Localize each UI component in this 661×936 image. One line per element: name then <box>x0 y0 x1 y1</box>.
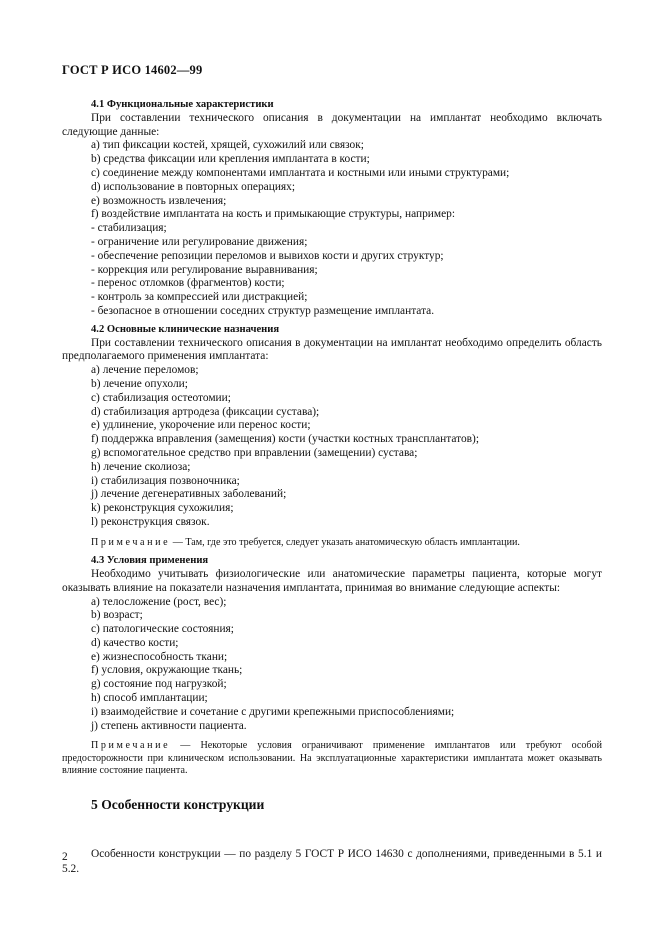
list-item: c) стабилизация остеотомии; <box>91 391 231 404</box>
document-body <box>62 98 602 877</box>
list-item: e) возможность извлечения; <box>91 194 227 207</box>
list-item: - коррекция или регулирование выравнивания; <box>91 263 318 276</box>
list-item: b) возраст; <box>91 609 143 622</box>
list-item: e) жизнеспособность ткани; <box>91 650 228 663</box>
document-code-header: ГОСТ Р ИСО 14602—99 <box>62 63 203 77</box>
list-item: - перенос отломков (фрагментов) кости; <box>91 277 285 290</box>
section-intro: При составлении технического описания в документации на имплантат необходимо определить область предполагаемого применения имплантата: <box>62 336 602 363</box>
list-item: h) лечение сколиоза; <box>91 460 191 473</box>
section-5-text: Особенности конструкции — по разделу 5 ГОСТ Р ИСО 14630 с дополнениями, приведенными в 5.1 и 5.2. <box>62 848 602 876</box>
list-item: b) средства фиксации или крепления имплантата в кости; <box>91 153 370 166</box>
list-item: - обеспечение репозиции переломов и вывихов кости и других структур; <box>91 249 444 262</box>
list-item: f) поддержка вправления (замещения) кости (участки костных трансплантатов); <box>91 433 479 446</box>
list-item: c) соединение между компонентами имплантата и костными или иными структурами; <box>91 166 510 179</box>
list-item: - стабилизация; <box>91 222 167 235</box>
list-item: a) телосложение (рост, вес); <box>91 595 227 608</box>
list-item: - безопасное в отношении соседних структур размещение имплантата. <box>91 304 435 317</box>
list-item: d) использование в повторных операциях; <box>91 180 296 193</box>
note-label: Примечание <box>91 536 171 548</box>
list-item: h) способ имплантации; <box>91 692 208 705</box>
list-item: - контроль за компрессией или дистракцией; <box>91 291 308 304</box>
list-item: f) воздействие имплантата на кость и примыкающие структуры, например: <box>91 208 455 221</box>
list-item: i) взаимодействие и сочетание с другими крепежными приспособлениями; <box>91 705 455 718</box>
note-label: Примечание <box>91 740 171 752</box>
list-item: l) реконструкция связок. <box>91 515 210 528</box>
list-item: j) степень активности пациента. <box>91 719 247 732</box>
list-item: k) реконструкция сухожилия; <box>91 502 234 515</box>
section-intro: Необходимо учитывать физиологические или анатомические параметры пациента, которые могут оказывать влияние на показатели назначения имплантата, принимая во внимание следующие аспекты: <box>62 567 602 594</box>
section-4-1 <box>62 98 602 319</box>
list-item: g) вспомогательное средство при вправлении (замещении) сустава; <box>91 446 418 459</box>
note-text: — Некоторые условия ограничивают применение имплантатов или требуют особой предосторожности при клиническом использовании. На эксплуатационные характеристики имплантата может оказывать влияние состояние пациента. <box>62 740 602 777</box>
section-heading: 4.3 Условия применения <box>91 555 209 567</box>
list-item: f) условия, окружающие ткань; <box>91 664 243 677</box>
section-4-3 <box>62 554 602 778</box>
list-item: e) удлинение, укорочение или перенос кости; <box>91 419 311 432</box>
note-text: — Там, где это требуется, следует указать анатомическую область имплантации. <box>170 536 520 548</box>
section-heading: 4.2 Основные клинические назначения <box>91 323 280 335</box>
note <box>62 740 602 777</box>
list-item: j) лечение дегенеративных заболеваний; <box>91 488 287 501</box>
list-item: - ограничение или регулирование движения; <box>91 235 308 248</box>
list-item: g) состояние под нагрузкой; <box>91 678 227 691</box>
section-5-heading: 5 Особенности конструкции <box>91 796 265 812</box>
list-item: c) патологические состояния; <box>91 623 234 636</box>
section-intro: При составлении технического описания в документации на имплантат необходимо включать следующие данные: <box>62 111 602 138</box>
list-item: a) лечение переломов; <box>91 364 199 377</box>
list-item: b) лечение опухоли; <box>91 377 188 390</box>
list-item: a) тип фиксации костей, хрящей, сухожилий или связок; <box>91 139 364 152</box>
section-4-2 <box>62 323 602 549</box>
list-item: d) стабилизация артродеза (фиксации сустава); <box>91 405 320 418</box>
list-item: d) качество кости; <box>91 636 179 649</box>
note <box>62 537 602 549</box>
section-heading: 4.1 Функциональные характеристики <box>91 99 274 110</box>
list-item: i) стабилизация позвоночника; <box>91 474 240 487</box>
page-number: 2 <box>62 851 68 863</box>
